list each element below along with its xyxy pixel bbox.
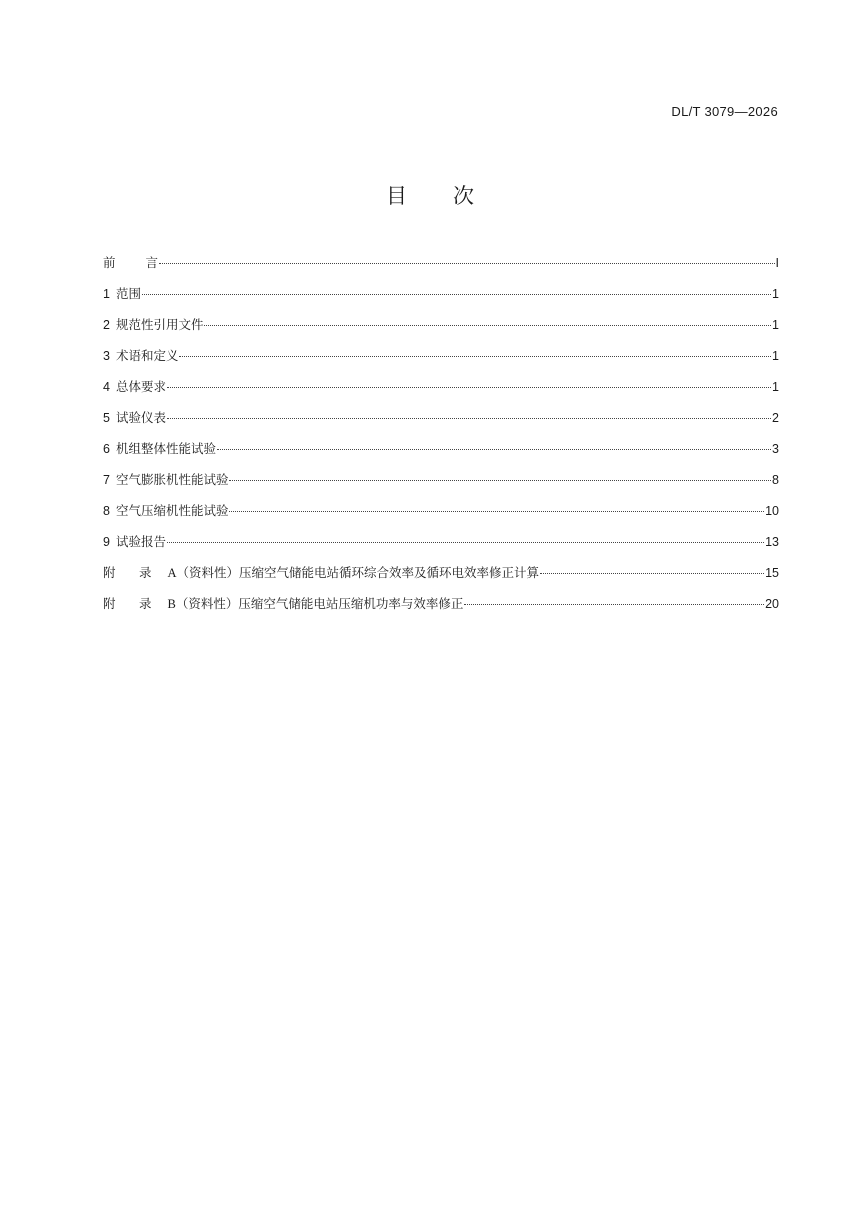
toc-leader-dots [540, 572, 764, 574]
toc-leader-dots [217, 448, 771, 450]
toc-entry-appendix-a[interactable] [103, 563, 779, 594]
toc-entry-appendix-b[interactable] [103, 594, 779, 625]
toc-entry-label: A（资料性）压缩空气储能电站循环综合效率及循环电效率修正计算 [167, 565, 540, 580]
toc-entry-page: I [775, 256, 779, 270]
toc-entry-number: 8 [103, 504, 110, 518]
appendix-letter: A [167, 566, 177, 580]
toc-entry-section-2[interactable] [103, 315, 779, 346]
toc-title [0, 180, 860, 210]
toc-leader-dots [204, 324, 771, 326]
toc-entry-label: 范围 [115, 286, 141, 301]
toc-leader-dots [167, 541, 764, 543]
toc-entry-page: 15 [765, 566, 779, 580]
toc-entry-number: 4 [103, 380, 110, 394]
toc-entry-label: 前 言 [103, 255, 159, 270]
toc-leader-dots [229, 510, 764, 512]
toc-entry-number: 2 [103, 318, 110, 332]
appendix-prefix: 附 录 [103, 565, 152, 580]
toc-entry-number: 6 [103, 442, 110, 456]
toc-leader-dots [142, 293, 771, 295]
toc-entry-page: 1 [772, 380, 779, 394]
appendix-letter: B [167, 597, 176, 611]
toc-entry-label: 规范性引用文件 [115, 317, 204, 332]
toc-entry-label: 试验仪表 [115, 410, 166, 425]
toc-entry-page: 10 [765, 504, 779, 518]
document-code: DL/T 3079—2026 [671, 104, 778, 119]
toc-entry-page: 1 [772, 287, 779, 301]
toc-entry-number: 7 [103, 473, 110, 487]
toc-entry-section-8[interactable] [103, 501, 779, 532]
toc-entry-section-1[interactable] [103, 284, 779, 315]
toc-entry-page: 3 [772, 442, 779, 456]
toc-leader-dots [179, 355, 771, 357]
toc-entry-page: 1 [772, 349, 779, 363]
toc-entry-page: 8 [772, 473, 779, 487]
toc-entry-page: 1 [772, 318, 779, 332]
toc-entry-number: 1 [103, 287, 110, 301]
toc-entry-label: 术语和定义 [115, 348, 179, 363]
toc-entry-label: B（资料性）压缩空气储能电站压缩机功率与效率修正 [167, 596, 464, 611]
toc-entry-page: 20 [765, 597, 779, 611]
toc-entry-page: 13 [765, 535, 779, 549]
toc-leader-dots [464, 603, 764, 605]
toc-title-char-1: 目 [386, 184, 407, 208]
toc-entry-number: 9 [103, 535, 110, 549]
toc-entry-label: 总体要求 [115, 379, 166, 394]
toc-entry-section-7[interactable] [103, 470, 779, 501]
toc-entry-preface[interactable] [103, 253, 779, 284]
toc-entry-label: 空气膨胀机性能试验 [115, 472, 229, 487]
toc-entry-section-5[interactable] [103, 408, 779, 439]
toc-entry-number: 3 [103, 349, 110, 363]
toc-title-char-2: 次 [453, 184, 474, 208]
toc-leader-dots [159, 262, 774, 264]
toc-leader-dots [229, 479, 771, 481]
toc-entry-label: 试验报告 [115, 534, 166, 549]
toc-entry-label: 机组整体性能试验 [115, 441, 216, 456]
toc-entry-label: 空气压缩机性能试验 [115, 503, 229, 518]
toc-leader-dots [167, 386, 771, 388]
toc-entry-number: 5 [103, 411, 110, 425]
toc-entry-section-3[interactable] [103, 346, 779, 377]
toc-entry-page: 2 [772, 411, 779, 425]
table-of-contents [103, 253, 779, 625]
toc-entry-section-4[interactable] [103, 377, 779, 408]
appendix-prefix: 附 录 [103, 596, 152, 611]
toc-leader-dots [167, 417, 771, 419]
toc-entry-section-6[interactable] [103, 439, 779, 470]
toc-entry-section-9[interactable] [103, 532, 779, 563]
